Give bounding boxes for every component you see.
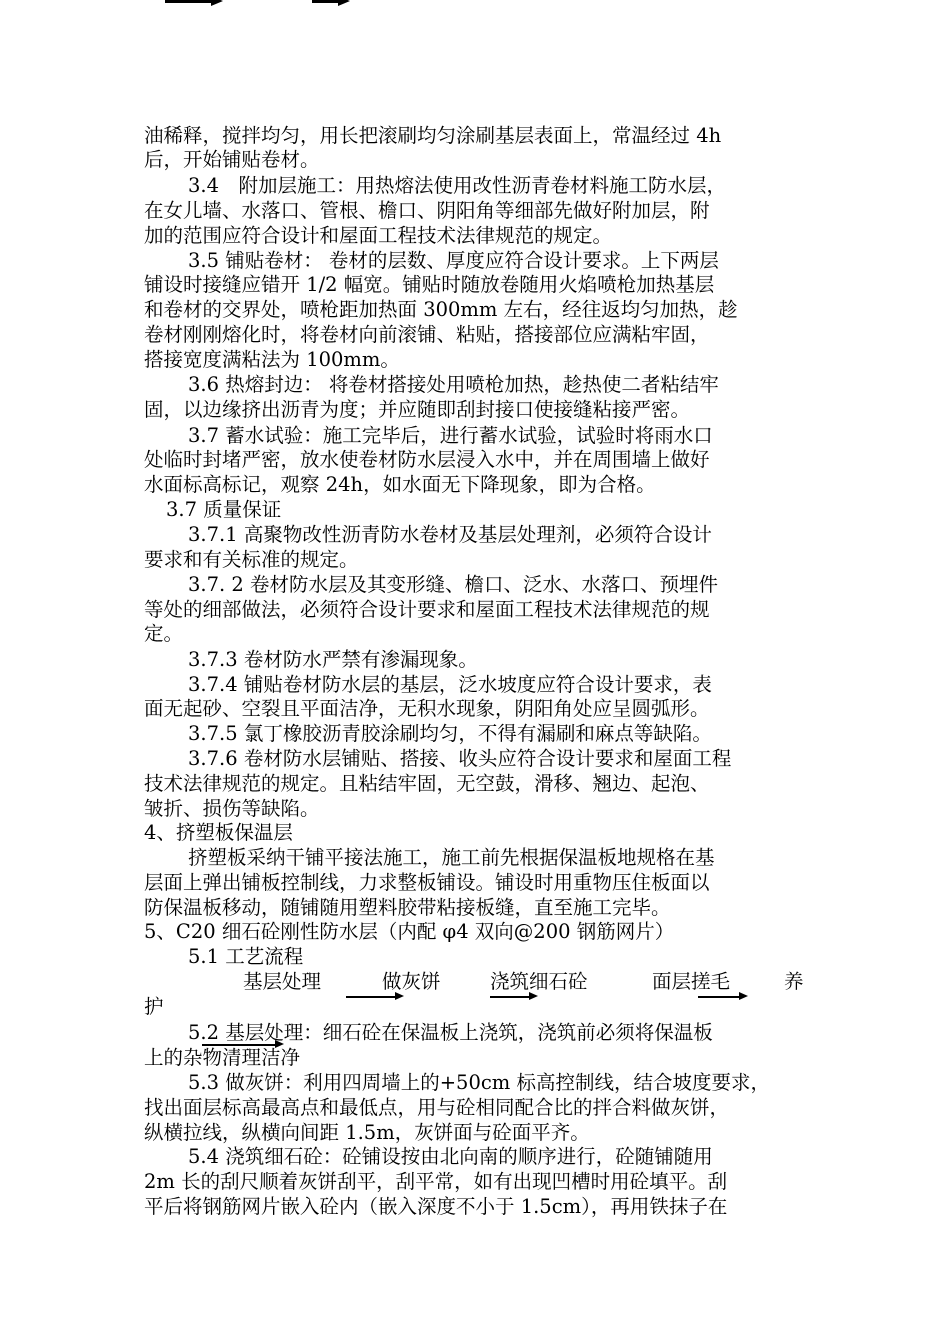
text-line: 水面标高标记，观察 24h，如水面无下降现象，即为合格。 <box>144 473 656 496</box>
text-line: 在女儿墙、水落口、管根、檐口、阴阳角等细部先做好附加层，附 <box>144 199 710 222</box>
text-line: 5.2 基层处理：细石砼在保温板上浇筑，浇筑前必须将保温板 <box>188 1021 713 1044</box>
text-line: 3.7.5 氯丁橡胶沥青胶涂刷均匀，不得有漏刷和麻点等缺陷。 <box>188 722 712 745</box>
text-line: 铺设时接缝应错开 1/2 幅宽。铺贴时随放卷随用火焰喷枪加热基层 <box>144 273 715 296</box>
text-line: 要求和有关标准的规定。 <box>144 548 359 571</box>
text-line: 等处的细部做法，必须符合设计要求和屋面工程技术法律规范的规 <box>144 598 710 621</box>
arrow-right-icon <box>698 996 740 998</box>
text-line: 3.4 附加层施工：用热熔法使用改性沥青卷材料施工防水层， <box>188 174 727 197</box>
text-line: 搭接宽度满粘法为 100mm。 <box>144 348 400 371</box>
text-line: 和卷材的交界处，喷枪距加热面 300mm 左右，经往返均匀加热，趁 <box>144 298 738 321</box>
top-arrow-icon <box>312 0 340 3</box>
text-line: 3.7.6 卷材防水层铺贴、搭接、收头应符合设计要求和屋面工程 <box>188 747 732 770</box>
text-line: 3.5 铺贴卷材： 卷材的层数、厚度应符合设计要求。上下两层 <box>188 249 719 272</box>
text-line: 固，以边缘挤出沥青为度；并应随即刮封接口使接缝粘接严密。 <box>144 398 691 421</box>
text-line: 4、挤塑板保温层 <box>144 821 293 844</box>
text-line: 油稀释，搅拌均匀，用长把滚刷均匀涂刷基层表面上，常温经过 4h <box>144 124 722 147</box>
arrow-right-icon <box>202 1044 276 1046</box>
flow-step-mark: 做灰饼 <box>382 970 441 993</box>
arrow-right-icon <box>490 996 530 998</box>
text-line: 3.7. 2 卷材防水层及其变形缝、檐口、泛水、水落口、预埋件 <box>188 573 719 596</box>
text-line: 防保温板移动，随铺随用塑料胶带粘接板缝，直至施工完毕。 <box>144 896 671 919</box>
text-line: 层面上弹出铺板控制线，力求整板铺设。铺设时用重物压住板面以 <box>144 871 710 894</box>
text-line: 纵横拉线，纵横向间距 1.5m，灰饼面与砼面平齐。 <box>144 1121 590 1144</box>
text-line: 护 <box>144 995 164 1018</box>
text-line: 平后将钢筋网片嵌入砼内（嵌入深度不小于 1.5cm），再用铁抹子在 <box>144 1195 728 1218</box>
text-line: 技术法律规范的规定。且粘结牢固，无空鼓，滑移、翘边、起泡、 <box>144 772 710 795</box>
text-line: 3.7 质量保证 <box>166 498 282 521</box>
text-line: 找出面层标高最高点和最低点，用与砼相同配合比的拌合料做灰饼， <box>144 1096 730 1119</box>
text-line: 皱折、损伤等缺陷。 <box>144 797 320 820</box>
flow-step-pour: 浇筑细石砼 <box>490 970 588 993</box>
text-line: 加的范围应符合设计和屋面工程技术法律规范的规定。 <box>144 224 613 247</box>
text-line: 卷材刚刚熔化时，将卷材向前滚铺、粘贴，搭接部位应满粘牢固， <box>144 323 710 346</box>
text-line: 5、C20 细石砼刚性防水层（内配 φ4 双向@200 钢筋网片） <box>144 920 675 943</box>
text-line: 面无起砂、空裂且平面洁净，无积水现象，阴阳角处应呈圆弧形。 <box>144 697 710 720</box>
text-line: 3.7.3 卷材防水严禁有渗漏现象。 <box>188 648 478 671</box>
text-line: 5.3 做灰饼：利用四周墙上的+50cm 标高控制线，结合坡度要求， <box>188 1071 770 1094</box>
text-line: 3.7 蓄水试验：施工完毕后，进行蓄水试验，试验时将雨水口 <box>188 424 713 447</box>
text-line: 上的杂物清理洁净 <box>144 1046 301 1069</box>
text-line: 3.7.1 高聚物改性沥青防水卷材及基层处理剂，必须符合设计 <box>188 523 712 546</box>
text-line: 定。 <box>144 622 184 645</box>
flow-step-base: 基层处理 <box>243 970 322 993</box>
text-line: 3.7.4 铺贴卷材防水层的基层，泛水坡度应符合设计要求，表 <box>188 673 712 696</box>
text-line: 5.1 工艺流程 <box>188 945 304 968</box>
text-line: 5.4 浇筑细石砼：砼铺设按由北向南的顺序进行，砼随铺随用 <box>188 1145 713 1168</box>
arrow-right-icon <box>346 996 396 998</box>
top-arrow-icon <box>165 0 213 3</box>
text-line: 后，开始铺贴卷材。 <box>144 148 320 171</box>
flow-step-roughen: 面层搓毛 <box>652 970 731 993</box>
text-line: 处临时封堵严密，放水使卷材防水层浸入水中，并在周围墙上做好 <box>144 448 710 471</box>
flow-step-cure: 养 <box>784 970 804 993</box>
text-line: 3.6 热熔封边： 将卷材搭接处用喷枪加热，趁热使二者粘结牢 <box>188 373 719 396</box>
text-line: 2m 长的刮尺顺着灰饼刮平，刮平常，如有出现凹槽时用砼填平。刮 <box>144 1170 728 1193</box>
text-line: 挤塑板采纳干铺平接法施工，施工前先根据保温板地规格在基 <box>188 846 715 869</box>
